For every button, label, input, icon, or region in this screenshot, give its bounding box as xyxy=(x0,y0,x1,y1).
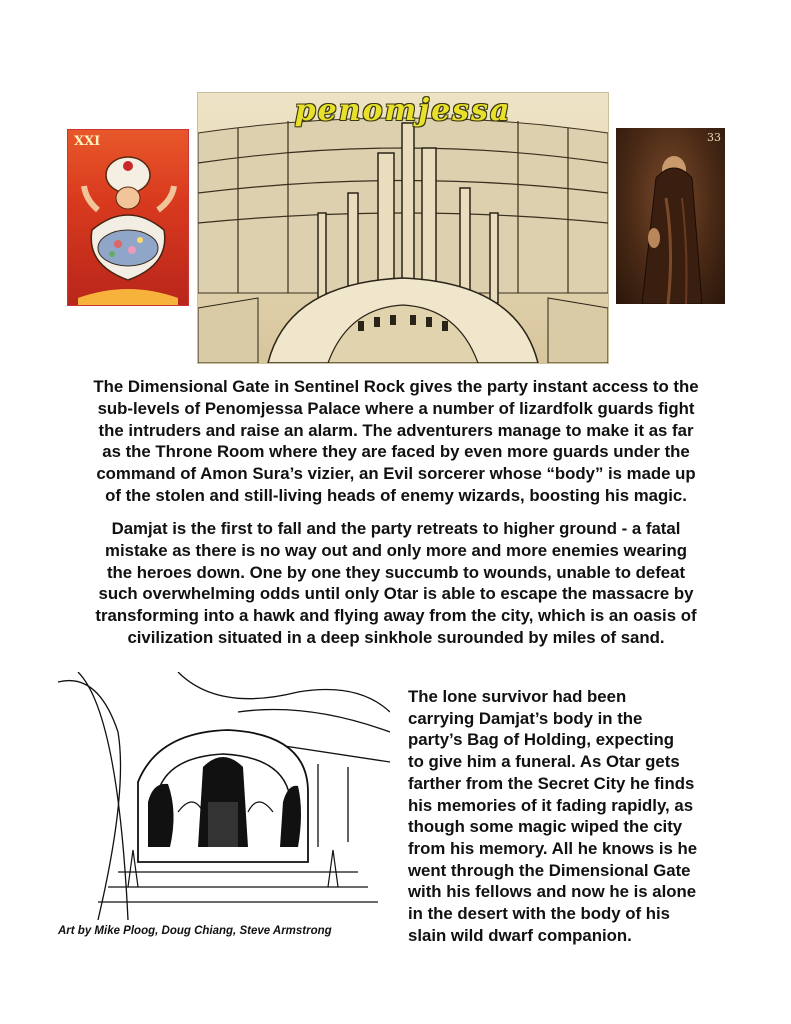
text-line: party’s Bag of Holding, expecting xyxy=(408,730,675,750)
tarot-card-left-image xyxy=(68,130,188,305)
text-line: civilization situated in a deep sinkhole surounded by miles of sand. xyxy=(127,627,665,647)
text-line: went through the Dimensional Gate xyxy=(408,860,691,880)
survivor-paragraph xyxy=(408,686,738,946)
text-line: in the desert with the body of his xyxy=(408,904,670,924)
banner-title: penomjessa xyxy=(294,93,512,128)
palace-illustration xyxy=(198,93,608,363)
text-line: of the stolen and still-living heads of enemy wizards, boosting his magic. xyxy=(105,485,687,505)
throne-room-illustration xyxy=(58,672,390,920)
text-line: to give him a funeral. As Otar gets xyxy=(408,752,680,772)
text-line: The lone survivor had been xyxy=(408,687,627,706)
genie-illustration xyxy=(68,130,188,305)
battle-paragraph xyxy=(62,518,730,649)
text-line: command of Amon Sura’s vizier, an Evil sorcerer whose “body” is made up xyxy=(96,464,696,484)
art-credit: Art by Mike Ploog, Doug Chiang, Steve Armstrong xyxy=(58,925,332,937)
text-line: transforming into a hawk and flying away from the city, which is an oasis of xyxy=(95,606,697,626)
card-number-right: 33 xyxy=(707,131,721,144)
text-line: carrying Damjat’s body in the xyxy=(408,708,643,728)
text-line: Damjat is the first to fall and the party retreats to higher ground - a fatal xyxy=(111,519,681,538)
intro-paragraph xyxy=(62,376,730,507)
text-line: the heroes down. One by one they succumb to wounds, unable to defeat xyxy=(106,562,686,582)
text-line: as the Throne Room where they are faced by even more guards under the xyxy=(102,442,690,462)
text-line: such overwhelming odds until only Otar is able to escape the massacre by xyxy=(98,584,694,604)
cloaked-figure-illustration xyxy=(616,128,725,304)
text-line: sub-levels of Penomjessa Palace where a number of lizardfolk guards fight xyxy=(97,398,695,418)
text-line: farther from the Secret City he finds xyxy=(408,773,695,793)
penomjessa-banner-image xyxy=(197,92,609,364)
text-line: his memories of it fading rapidly, as xyxy=(408,795,694,815)
throne-room-sketch-image xyxy=(58,672,390,920)
text-line: slain wild dwarf companion. xyxy=(408,925,632,945)
text-line: though some magic wiped the city xyxy=(408,817,683,837)
card-number-left: XXI xyxy=(74,134,101,149)
text-line: with his fellows and now he is alone xyxy=(408,882,697,902)
text-line: the intruders and raise an alarm. The adventurers manage to make it as far xyxy=(98,420,694,440)
tarot-card-right-image xyxy=(616,128,725,304)
text-line: from his memory. All he knows is he xyxy=(408,838,698,858)
text-line: The Dimensional Gate in Sentinel Rock gives the party instant access to the xyxy=(93,377,699,396)
text-line: mistake as there is no way out and only more and more enemies wearing xyxy=(105,540,687,560)
